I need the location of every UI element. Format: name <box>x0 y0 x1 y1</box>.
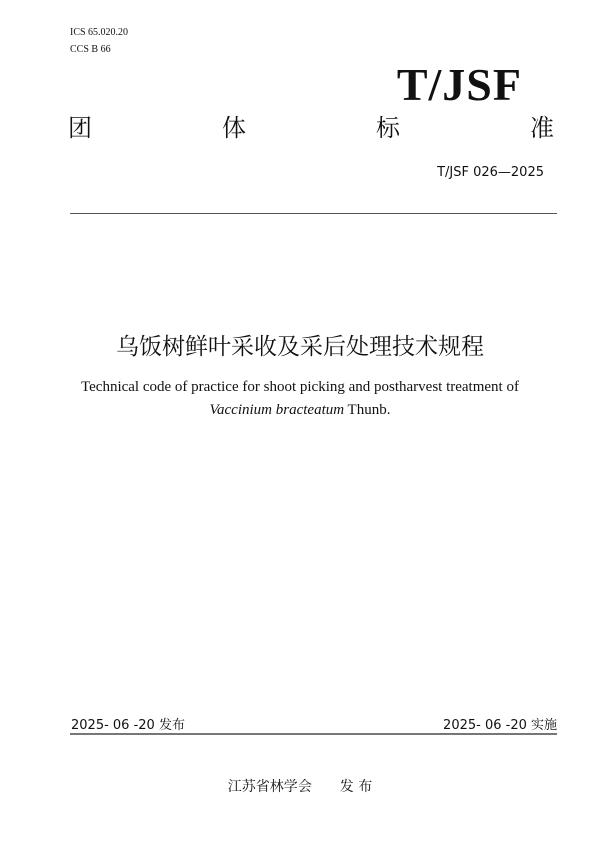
kind-char: 团 <box>68 114 92 142</box>
title-en <box>60 376 540 422</box>
title-en-text: Technical code of practice for shoot picking and postharvest treatment of <box>81 379 519 395</box>
standard-kind <box>68 116 554 140</box>
standard-code: T/JSF 026—2025 <box>437 165 544 180</box>
publisher-line <box>0 776 600 796</box>
publish-label: 发 布 <box>339 779 373 795</box>
header-divider <box>70 213 557 214</box>
publisher: 江苏省林学会 <box>227 779 312 795</box>
title-en-species: Vaccinium bracteatum <box>209 402 345 418</box>
title-en-author: Thunb. <box>344 402 391 418</box>
footer-divider <box>70 733 557 735</box>
implement-date: 2025- 06 -20 实施 <box>443 718 557 733</box>
title-zh: 乌饭树鲜叶采收及采后处理技术规程 <box>116 334 484 360</box>
kind-char: 标 <box>376 114 400 142</box>
kind-char: 体 <box>222 114 246 142</box>
issue-date: 2025- 06 -20 发布 <box>71 718 185 733</box>
kind-char: 准 <box>530 114 554 142</box>
ics-code: ICS 65.020.20 <box>70 27 129 38</box>
ccs-code: CCS B 66 <box>70 44 111 55</box>
standard-logo: T/JSF <box>396 59 522 110</box>
